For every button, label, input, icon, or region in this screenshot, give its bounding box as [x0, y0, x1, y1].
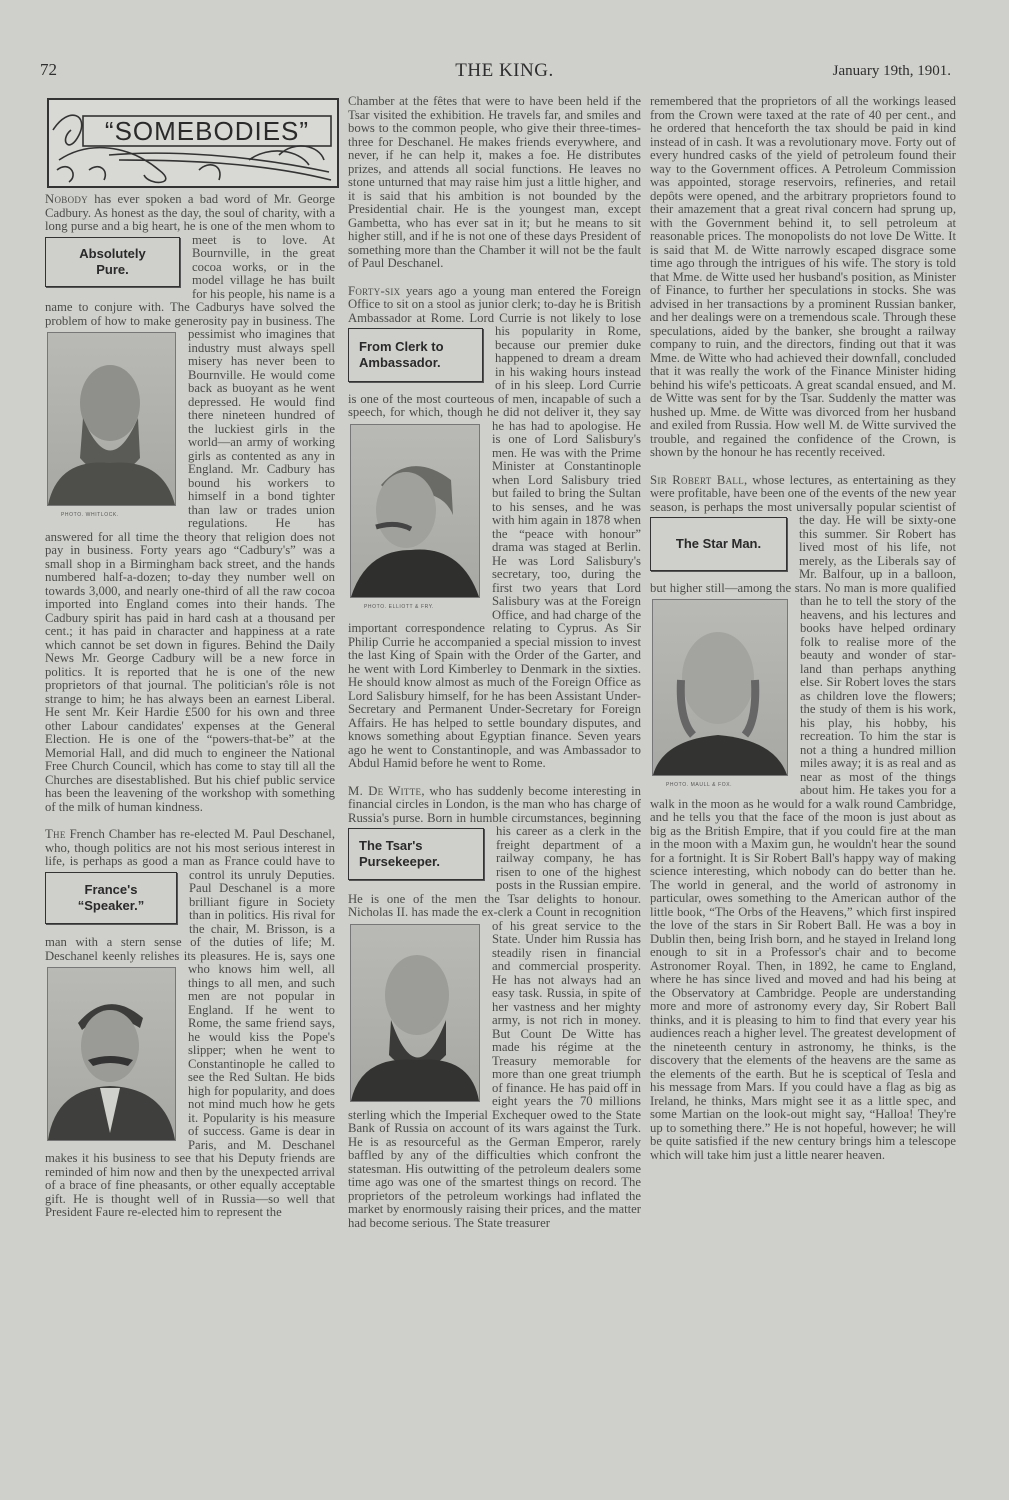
portrait-photo	[652, 599, 788, 776]
portrait-ball	[652, 599, 788, 793]
article-lead: M. De Witte	[348, 783, 422, 798]
article-deschanel	[45, 828, 335, 1220]
sidebar-heading-box	[348, 828, 484, 880]
sidebar-heading: From Clerk to Ambassador.	[359, 339, 444, 370]
sidebar-heading-box	[650, 517, 787, 571]
banner-title: “SOMEBODIES”	[104, 116, 310, 146]
article-text: it, they say he has had to apologise. He is one of Lord Salisbury's men. He was with the Prime Minister at Constantinople when Lord Salisbury tried but failed to bring the Sultan to his senses, and he was with him again in 1878 when the “peace with honour” drama was staged at Berlin. He was Lord Salisbury's secretary, too, during the first two years that Lord Salisbury was at the Foreign Office, and had charge of the important correspondence relating to Cyprus. As Sir Philip Currie he accompanied a special mission to invest the last King of Spain with the Order of the Garter, and he went with Lord Kimberley to Denmark in the sixties. He should know almost as much of the Foreign Office as Lord Salisbury himself, for he has been Assistant Under-Secretary and Permanent Under-Secretary for Foreign Affairs. He has helped to settle boundary disputes, and knows something about Egyptian finance. Seven years ago he went to Constantinople, and was Ambassador to Abdul Hamid before he went to Rome.	[348, 405, 641, 770]
photo-credit: PHOTO. ELLIOTT & FRY.	[364, 603, 435, 610]
issue-date: January 19th, 1901.	[832, 63, 951, 79]
article-text: remembered that the proprietors of all the workings leased from the Crown were taxed at the rate of 40 per cent., and he ordered that henceforth the tax should be paid in kind instead of in cash. It was a revolutionary move. Forty out of every hundred casks of the yield of petroleum found their way to the Government offices. A Petroleum Commission was appointed, storage reservoirs, refineries, and retail depôts were opened, and the arbitrary proprietors found to their amazement that a great rival concern had sprung up, with the Government behind it, to sell petroleum at reasonable prices. The monopolists do not love De Witte. It is said that M. de Witte narrowly escaped disgrace some time ago through the intrigues of his wife. The story is told that Mme. de Witte used her husband's position, as Minister of Finance, to further her speculations in stocks. She was advised in her transactions by a prominent Russian banker, and her dealings were on a tremendous scale. Through these speculations, aided by the banker, she brought a railway company to ruin, and the directors, finding out that it was Mme. de Witte who had achieved their downfall, concluded that it was really the work of the Finance Minister hiding behind his wife's petticoats. A great scandal ensued, and M. de Witte was sent for by the Tsar. Suddenly the matter was hushed up. Mme. de Witte was divorced from her husband and exiled from Russia. How well M. de Witte survived the trouble, and regained the confidence of the Crown, is shown by the honour he has recently received.	[650, 94, 956, 459]
article-lead: Forty-six	[348, 283, 401, 298]
article-currie	[348, 285, 641, 771]
portrait-photo	[350, 424, 480, 598]
article-text: ruly Deputies. Paul Deschanel is a more brilliant figure in Society than in politics. His rival for the chair, M. Brisson, is a man with a stern sense of the duties of life; M. Deschanel keenly relishes its pleasures.	[45, 867, 335, 963]
photo-credit: PHOTO. MAULL & FOX.	[666, 782, 733, 788]
article-text: , who has suddenly become interesting in financial circles in London, is the man who has charge of Russia's purse. Born in humble circumstances, beginning his career	[348, 783, 641, 838]
article-text: has ever spoken a bad word of Mr. George Cadbury. As honest as the day, the soul of charity, with a long purse and a big heart, he is one of the men whom to meet is to	[45, 192, 335, 247]
sidebar-heading: The Star Man.	[675, 536, 762, 551]
article-witte	[348, 785, 641, 1231]
publication-title: THE KING.	[455, 60, 554, 81]
sidebar-heading: France's “Speaker.”	[77, 881, 145, 913]
article-ball	[650, 474, 956, 1163]
article-text: recognition of his great service to the State. Under him Russia has steadily risen in financial and commercial prosperity. He has not always had an easy task. Russia, in spite of her vastness and her mighty army, is not rich in money. But Count De Witte has made his régime at the Treasury memorable for more than one great triumph of finance. He has paid off in eight years the 70 millions sterling which the Imperial Exchequer owed to the State Bank of Russia on account of its wars against the Turk. He is as resourceful as the German Emperor, rarely baffled by any of the difficulties which confront the statesman. His outwitting of the petroleum dealers some time ago was one of the smartest things on record. The proprietors of the petroleum workings had inflated the market by enormously raising their prices, and the matter had become serious. The State treasurer	[348, 905, 641, 1230]
article-witte-continued	[650, 95, 956, 460]
article-text: in Rome, because our premier duke happened to dream a dream in his waking hours instead of in his sleep. Lord Currie is one of the most courteous of men, incapable of such a speech, for which, though he did not deliver	[348, 324, 641, 419]
sidebar-heading-box	[45, 237, 180, 287]
article-text: He is, says one who knows him well, all things to all men, and such men are not popular in England. If he went to Rome, the same friend says, he would kiss the Pope's slipper; when he went to Constantinople he called to see the Red Sultan. He bids high for popularity, and does not mind much how he gets it. Popularity is his measure of success. Game is dear in Paris, and M. Deschanel makes it his business to see that his Deputy friends are reminded of him now and then by the unexpected arrival of a brace of fine pheasants, or other equally acceptable gift. He is thought well of in Russia—so well that President Faure re-elected him to represent the	[45, 948, 335, 1219]
article-lead: Sir Robert Ball	[650, 472, 745, 487]
article-text: Chamber at the fêtes that were to have been held if the Tsar visited the exhibition. He travels far, and smiles and bows to the common people, who give their three-times-three for Deschanel. He makes friends everywhere, and never, if he can help it, makes a foe. He distributes prizes, and attends all social functions. He leaves no stone unturned that may raise him just a little higher, and it is said that his ambition is not bounded by the Presidential chair. He is the youngest man, except Gambetta, who has ever sat in it; but he means to sit higher still, and if he is not one of these days President of something more than the Chamber it will not be the fault of Paul Deschanel.	[348, 94, 641, 270]
art-nouveau-ornament-icon	[49, 100, 337, 186]
article-deschanel-continued	[348, 95, 641, 271]
column-1	[45, 193, 335, 1231]
portrait-witte	[350, 924, 480, 1102]
column-2	[348, 95, 641, 1241]
article-cadbury	[45, 193, 335, 814]
column-3	[650, 95, 956, 1173]
portrait-cadbury	[47, 332, 176, 523]
article-lead: The	[45, 827, 66, 841]
sidebar-heading-box	[348, 328, 483, 382]
portrait-photo	[47, 967, 176, 1141]
article-text: pessimist who imagines that industry must always spell misery has never been to Bournville. He would come back as buoyant as he went depressed. He would find there nineteen hundred of the luckiest girls in the world—an army of working girls as contented as any in England. Mr. Cadbury has bound his workers to himself in a bond tighter than law or trades union regulations. He has answered for all time the theory that religion does not pay in business. Forty years ago “Cadbury's” was a small shop in a Birmingham back street, and the hands numbered half-a-dozen; to-day they number well on towards 3,000, and nearly one-third of all the raw cocoa imported into England comes into their hands. The Cadbury spirit has paid in hard cash at a thousand per cent.; it has paid in character and happiness at a rate which cannot be set down in figures. Behind the Daily News Mr. George Cadbury will be a new force in politics. It is reported that he is one of the new proprietors of that journal. The politician's rôle is not strange to him; he has always been an earnest Liberal. He sent Mr. Keir Hardie £500 for his own and three other Labour candidates' expenses at the General Election. He is one of the “powers-that-be” at the Memorial Hall, and did much to engineer the National Free Church Council, which has come to stay till all the Churches are disestablished. But his chief public service has been the leavening of the workshop with something of the milk of human kindness.	[45, 327, 335, 814]
sidebar-heading: Absolutely Pure.	[79, 245, 146, 277]
page-number: 72	[40, 60, 57, 79]
article-text: He will be sixty-one this summer. Sir Robert has lived most of his life, not merely, as the Liberals say of Mr. Balfour, up in a balloon, but higher still—among the stars. No man is more qualified than he to tell the story of the	[650, 513, 956, 608]
article-text: as a clerk in the freight department of a railway company, he has risen to one of the highest posts in the Russian empire. He is one of the men the Tsar delights to honour. Nicholas II. has made the ex-clerk a Count in	[348, 824, 641, 919]
portrait-deschanel	[47, 967, 176, 1141]
sidebar-heading-box	[45, 872, 177, 924]
sidebar-heading: The Tsar's Pursekeeper.	[359, 838, 440, 869]
portrait-currie	[350, 424, 480, 615]
article-text: French Chamber has re-elected M. Paul Deschanel, who, though politics are not his most serious interest in life, is perhaps as good a man as France could have to control its un	[45, 827, 335, 882]
portrait-photo	[350, 924, 480, 1102]
somebodies-banner	[47, 98, 339, 188]
article-text: years ago a young man entered the Foreign Office to sit on a stool as junior clerk; to-day he is British Ambassador at Rome. Lord Currie is not likely to lose his popularity	[348, 283, 641, 338]
article-text: heavens, and his lectures and books have helped ordinary folk to realise more of the beauty and wonder of star-land than perhaps anything else. Sir Robert loves the stars as children love the flowers; the study of them is his work, his play, his hobby, his recreation. To him the star is not a thing a hundred million miles away; it is as real and as near as most of the things about him. He takes you for a walk in the moon as he would for a walk round Cambridge, and he tells you that the face of the moon is just about as big as the British Empire, that if you could fire at the man in the moon with a Maxim gun, he wouldn't hear the sound for a fortnight. It is Sir Robert Ball's happy way of making science interesting, which nobody can do better than he. The world in general, and the world of astronomy in particular, owes something to the American author of the little book, “The Orbs of the Heavens,” which first inspired the love of the stars in Sir Robert Ball. He was a boy in Dublin then, being Irish born, and he stayed in Ireland long enough to sit in a Professor's chair and to become Astronomer Royal. Then, in 1892, he came to England, where he has since lived and moved and had his being at the Observatory at Cambridge. People are understanding more and more of astronomy every day, Sir Robert Ball thinks, and it is pleasing to him to find that every year his audiences reach a higher level. The greatest development of the nineteenth century in astronomy, he thinks, is the discovery that the elements of the heavens are the same as the elements of the earth. But he is sceptical of Tesla and his message from Mars. If you could have a flag as big as Ireland, he thinks, Mars might see it as a little spec, and some Martian on the look-out might say, “Halloa! They're up to something there.” He is not hopeful, however; he will be quite satisfied if the new century brings him a telescope which will take him just a little nearer heaven.	[650, 607, 956, 1162]
article-text: , whose lectures, as entertaining as they were profitable, have been one of the events of the new year season, is perhaps the most universally popular scientist of the day.	[650, 472, 957, 527]
article-lead: Nobody	[45, 192, 88, 206]
photo-credit: PHOTO. WHITLOCK.	[61, 512, 119, 518]
article-text: love. At Bournville, in the great cocoa works, or in the model village he has built for his people, his name is a name to conjure with. The Cadburys have solved the problem of how to make generosity pay in business. The	[45, 232, 335, 328]
portrait-photo	[47, 332, 176, 506]
